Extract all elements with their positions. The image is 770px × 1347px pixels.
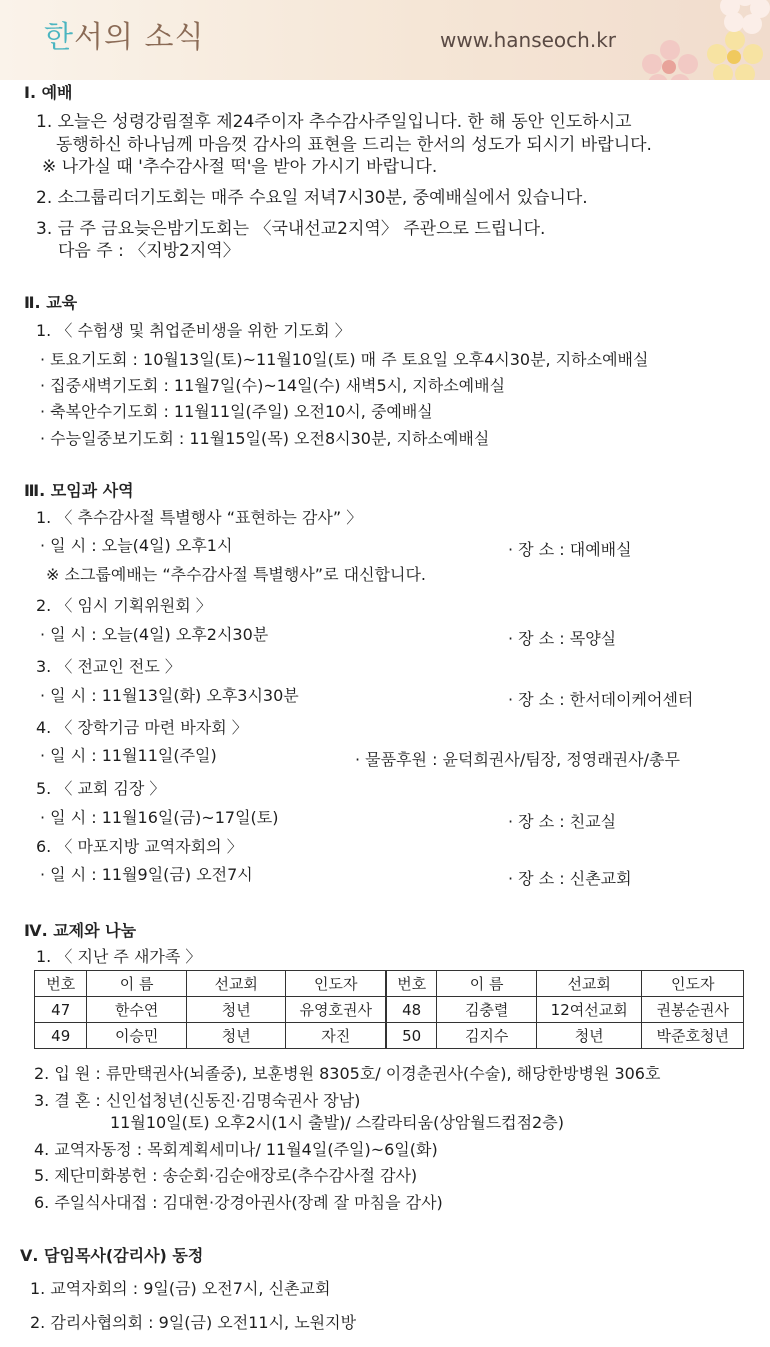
flower-decoration-icon [720, 0, 770, 36]
event-2-time: · 일 시 : 오늘(4일) 오후2시30분 [40, 625, 269, 644]
event-4-time: · 일 시 : 11월11일(주일) [40, 746, 217, 765]
fellowship-item-6: 6. 주일식사대접 : 김대현·강경아권사(장례 잘 마침을 감사) [34, 1193, 443, 1212]
page-header [0, 0, 770, 80]
event-3-place: · 장 소 : 한서데이케어센터 [508, 690, 694, 709]
table-cell: 청년 [186, 997, 286, 1023]
table-cell: 12여선교회 [536, 997, 642, 1023]
table-header-cell: 인도자 [286, 971, 386, 997]
pastor-item-1: 1. 교역자회의 : 9일(금) 오전7시, 신촌교회 [30, 1279, 331, 1298]
event-1-title: 1. 〈 추수감사절 특별행사 “표현하는 감사” 〉 [36, 508, 363, 527]
fellowship-item-1: 1. 〈 지난 주 새가족 〉 [36, 947, 202, 966]
event-5-time: · 일 시 : 11월16일(금)~17일(토) [40, 808, 279, 827]
title-rest: 서의 소식 [73, 20, 205, 55]
table-cell: 자진 [286, 1023, 386, 1049]
table-cell: 김지수 [437, 1023, 537, 1049]
fellowship-item-3-line-2: 11월10일(토) 오후2시(1시 출발)/ 스칼라티움(상암월드컵점2층) [110, 1113, 564, 1132]
table-header-cell: 번호 [35, 971, 87, 997]
section-title-meetings: Ⅲ. 모임과 사역 [24, 481, 134, 500]
new-family-table [34, 970, 744, 1049]
table-cell: 이승민 [87, 1023, 187, 1049]
event-3-title: 3. 〈 전교인 전도 〉 [36, 657, 181, 676]
worship-item-3-line-2: 다음 주 : 〈지방2지역〉 [58, 241, 240, 261]
title-first-char: 한 [44, 20, 74, 55]
worship-item-1-line-1: 1. 오늘은 성령강림절후 제24주이자 추수감사주일입니다. 한 해 동안 인도하시고 [36, 112, 632, 132]
event-5-place: · 장 소 : 친교실 [508, 812, 617, 831]
event-6-time: · 일 시 : 11월9일(금) 오전7시 [40, 865, 253, 884]
page-title [44, 12, 204, 56]
section-title-fellowship: Ⅳ. 교제와 나눔 [24, 921, 137, 940]
worship-item-2: 2. 소그룹리더기도회는 매주 수요일 저녁7시30분, 중예배실에서 있습니다. [36, 188, 588, 208]
worship-item-1-line-2: 동행하신 하나님께 마음껏 감사의 표현을 드리는 한서의 성도가 되시기 바랍니다. [56, 135, 652, 155]
fellowship-item-2: 2. 입 원 : 류만택권사(뇌졸중), 보훈병원 8305호/ 이경춘권사(수술), 해당한방병원 306호 [34, 1064, 661, 1083]
education-bullet-1: · 토요기도회 : 10월13일(토)~11월10일(토) 매 주 토요일 오후4시30분, 지하소예배실 [40, 350, 649, 369]
worship-item-1-note: ※ 나가실 때 '추수감사절 떡'을 받아 가시기 바랍니다. [42, 157, 438, 177]
table-header-cell: 선교회 [186, 971, 286, 997]
table-cell: 권봉순권사 [642, 997, 744, 1023]
table-cell: 48 [386, 997, 437, 1023]
section-title-pastor: Ⅴ. 담임목사(감리사) 동정 [20, 1246, 204, 1265]
worship-item-3-line-1: 3. 금 주 금요늦은밤기도회는 〈국내선교2지역〉 주관으로 드립니다. [36, 219, 546, 239]
table-row [35, 997, 744, 1023]
event-1-time: · 일 시 : 오늘(4일) 오후1시 [40, 536, 233, 555]
fellowship-item-3-line-1: 3. 결 혼 : 신인섭청년(신동진·김명숙권사 장남) [34, 1091, 361, 1110]
website-url[interactable]: www.hanseoch.kr [440, 28, 616, 52]
fellowship-item-4: 4. 교역자동정 : 목회계획세미나/ 11월4일(주일)~6일(화) [34, 1140, 438, 1159]
event-4-sponsors: · 물품후원 : 윤덕희권사/팀장, 정영래권사/총무 [355, 750, 680, 769]
table-row [35, 1023, 744, 1049]
table-header-row [35, 971, 744, 997]
table-header-cell: 이 름 [87, 971, 187, 997]
table-cell: 47 [35, 997, 87, 1023]
pastor-item-2: 2. 감리사협의회 : 9일(금) 오전11시, 노원지방 [30, 1313, 357, 1332]
table-cell: 청년 [536, 1023, 642, 1049]
table-cell: 김충렬 [437, 997, 537, 1023]
table-cell: 50 [386, 1023, 437, 1049]
table-header-cell: 이 름 [437, 971, 537, 997]
section-title-worship: Ⅰ. 예배 [24, 83, 73, 102]
event-1-place: · 장 소 : 대예배실 [508, 540, 632, 559]
table-cell: 49 [35, 1023, 87, 1049]
table-cell: 청년 [186, 1023, 286, 1049]
event-3-time: · 일 시 : 11월13일(화) 오후3시30분 [40, 686, 299, 705]
event-4-title: 4. 〈 장학기금 마련 바자회 〉 [36, 718, 248, 737]
table-header-cell: 선교회 [536, 971, 642, 997]
education-bullet-2: · 집중새벽기도회 : 11월7일(수)~14일(수) 새벽5시, 지하소예배실 [40, 376, 506, 395]
table-cell: 박준호청년 [642, 1023, 744, 1049]
event-2-place: · 장 소 : 목양실 [508, 629, 617, 648]
education-bullet-3: · 축복안수기도회 : 11월11일(주일) 오전10시, 중예배실 [40, 402, 433, 421]
table-cell: 한수연 [87, 997, 187, 1023]
section-title-education: Ⅱ. 교육 [24, 293, 78, 312]
fellowship-item-5: 5. 제단미화봉헌 : 송순회·김순애장로(추수감사절 감사) [34, 1166, 418, 1185]
flower-decoration-icon [705, 30, 765, 80]
education-bullet-4: · 수능일중보기도회 : 11월15일(목) 오전8시30분, 지하소예배실 [40, 429, 490, 448]
event-1-note: ※ 소그룹예배는 “추수감사절 특별행사”로 대신합니다. [46, 565, 426, 584]
event-6-title: 6. 〈 마포지방 교역자회의 〉 [36, 837, 243, 856]
event-2-title: 2. 〈 임시 기획위원회 〉 [36, 596, 212, 615]
table-header-cell: 인도자 [642, 971, 744, 997]
event-5-title: 5. 〈 교회 김장 〉 [36, 779, 166, 798]
table-header-cell: 번호 [386, 971, 437, 997]
event-6-place: · 장 소 : 신촌교회 [508, 869, 632, 888]
flower-decoration-icon [640, 40, 700, 80]
table-cell: 유영호권사 [286, 997, 386, 1023]
education-item-1: 1. 〈 수험생 및 취업준비생을 위한 기도회 〉 [36, 321, 351, 340]
